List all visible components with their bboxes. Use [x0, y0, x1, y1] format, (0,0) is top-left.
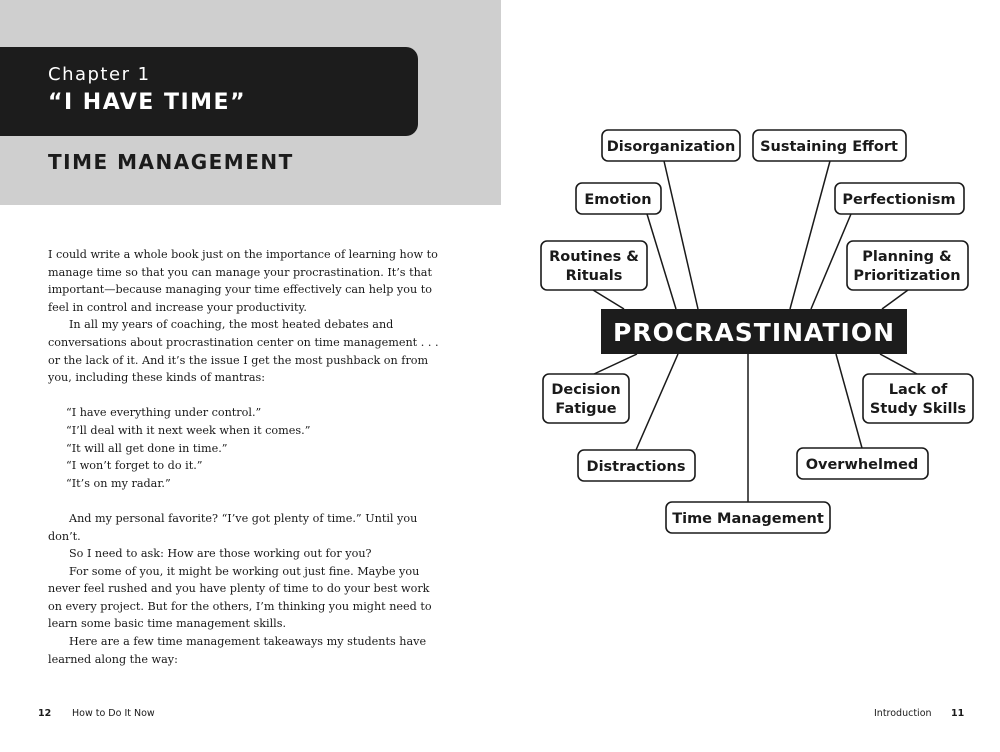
center-label: PROCRASTINATION: [613, 318, 895, 347]
mantra-quote: “I have everything under control.”: [66, 406, 262, 420]
paragraph: Here are a few time management takeaways my students have learned along the way:: [48, 635, 427, 666]
connector-decision: [594, 354, 637, 374]
running-head-right: Introduction: [874, 708, 932, 719]
mantra-quote: “It’s on my radar.”: [66, 476, 171, 490]
node-label-lack-study-line1: Lack of: [888, 382, 948, 398]
node-label-overwhelmed: Overwhelmed: [805, 457, 919, 473]
running-head-left: How to Do It Now: [72, 708, 155, 719]
node-label-sustaining-effort: Sustaining Effort: [760, 139, 898, 155]
node-label-time-management: Time Management: [672, 511, 824, 527]
mantra-quote: “I won’t forget to do it.”: [66, 459, 203, 473]
node-label-disorganization: Disorganization: [606, 139, 736, 155]
node-label-routines-line1: Routines &: [549, 249, 639, 265]
mantra-quote: “It will all get done in time.”: [66, 441, 228, 455]
connector-lack-study: [880, 354, 917, 374]
page-number-left: 12: [38, 708, 52, 719]
connector-distractions: [636, 354, 678, 450]
paragraph: I could write a whole book just on the importance of learning how to manage time so that you can manage your procrastination. It’s that important—because managing your time effectively can help you to feel in control and increase your productivity.: [48, 248, 438, 314]
paragraph: So I need to ask: How are those working out for you?: [69, 547, 372, 561]
connector-planning: [882, 290, 908, 309]
connector-perfectionism: [811, 214, 851, 309]
connector-sustaining-effort: [790, 161, 830, 309]
paragraph: In all my years of coaching, the most heated debates and conversations about procrastination center on time management . . . or the lack of it. And it’s the issue I get the most pushback on from you, including these kinds of mantras:: [48, 318, 439, 385]
chapter-label: Chapter 1: [48, 64, 151, 85]
node-label-decision-line2: Fatigue: [555, 401, 617, 417]
chapter-title: “I HAVE TIME”: [48, 90, 247, 115]
node-label-planning-line1: Planning &: [862, 249, 952, 265]
mantra-quote: “I’ll deal with it next week when it comes.”: [66, 423, 311, 437]
node-label-perfectionism: Perfectionism: [842, 192, 956, 208]
connector-overwhelmed: [836, 354, 862, 448]
node-label-lack-study-line2: Study Skills: [869, 401, 967, 417]
node-label-emotion: Emotion: [584, 192, 652, 208]
node-label-routines-line2: Rituals: [565, 268, 623, 284]
page-number-right: 11: [951, 708, 965, 719]
node-label-planning-line2: Prioritization: [853, 268, 961, 284]
node-label-distractions: Distractions: [586, 459, 686, 475]
center-node: [601, 309, 907, 354]
connector-routines: [593, 290, 624, 309]
node-label-decision-line1: Decision: [551, 382, 621, 398]
paragraph: For some of you, it might be working out just fine. Maybe you never feel rushed and you have plenty of time to do your best work on every project. But for the others, I’m thinking you might need to learn some basic time management skills.: [48, 564, 432, 631]
section-title: TIME MANAGEMENT: [48, 150, 294, 174]
paragraph: And my personal favorite? “I’ve got plenty of time.” Until you don’t.: [48, 511, 418, 543]
connector-emotion: [647, 214, 676, 309]
